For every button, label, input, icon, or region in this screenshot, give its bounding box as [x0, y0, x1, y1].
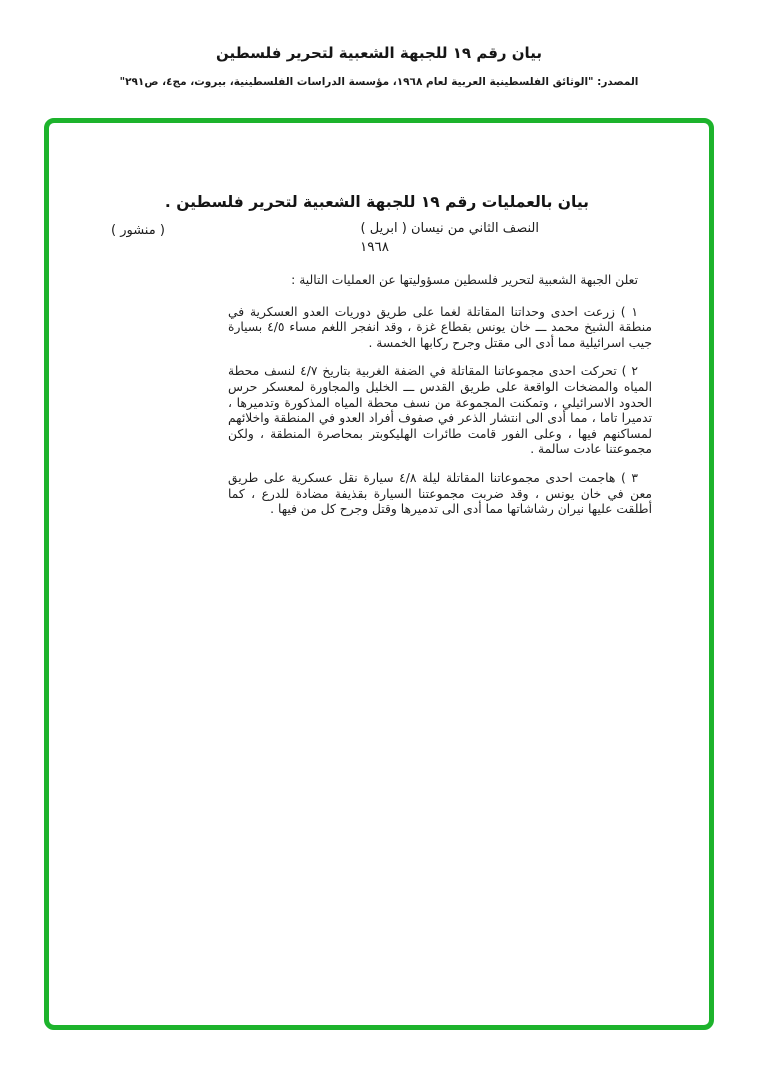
operation-paragraph-2: ٢ ) تحركت احدى مجموعاتنا المقاتلة في الضفة الغربية بتاريخ ٤/٧ لنسف محطة المياه والمضخات الواقعة على طريق القدس ـــ الخليل والمجاورة لمعسكر حرس الحدود الاسرائيلي ، وتمكنت المجموعة من نسف محطة المياه المذكورة وتدميرها ، تدميرا تاما ، مما أدى الى انتشار الذعر في صفوف أفراد العدو في المنطقة واخلائهم لمساكنهم فيها ، وعلى الفور قامت طائرات الهليكوبتر بمحاصرة المنطقة ، ولكن مجموعتنا عادت سالمة . — [228, 364, 652, 457]
page-title: بيان رقم ١٩ للجبهة الشعبية لتحرير فلسطين — [216, 44, 542, 62]
operation-paragraph-3: ٣ ) هاجمت احدى مجموعاتنا المقاتلة ليلة ٤/٨ سيارة نقل عسكرية على طريق معن في خان يونس ، وقد ضربت مجموعتنا السيارة بقذيفة مضادة للدرع ، كما أطلقت عليها نيران رشاشاتها مما أدى الى تدميرها وقتل وجرح كل من فيها . — [228, 470, 652, 517]
document-body — [228, 273, 652, 531]
document-date-line: النصف الثاني من نيسان ( ابريل ) — [360, 221, 539, 236]
green-document-frame — [44, 118, 714, 1030]
document-year: ١٩٦٨ — [359, 239, 389, 255]
document-title: بيان بالعمليات رقم ١٩ للجبهة الشعبية لتحرير فلسطين . — [164, 193, 589, 211]
source-citation: المصدر: "الوثائق الفلسطينية العربية لعام ١٩٦٨، مؤسسة الدراسات الفلسطينية، بيروت، مج٤، ص٢٩١" — [119, 76, 639, 88]
publication-note: ( منشور ) — [111, 223, 165, 238]
operation-paragraph-1: ١ ) زرعت احدى وحداتنا المقاتلة لغما على طريق دوريات العدو العسكرية في منطقة الشيخ محمد ـــ خان يونس بقطاع غزة ، وقد انفجر اللغم مساء ٤/٥ بسيارة جيب اسرائيلية مما أدى الى مقتل وجرح ركابها الخمسة . — [228, 304, 653, 350]
intro-paragraph: تعلن الجبهة الشعبية لتحرير فلسطين مسؤوليتها عن العمليات التالية : — [291, 273, 638, 287]
